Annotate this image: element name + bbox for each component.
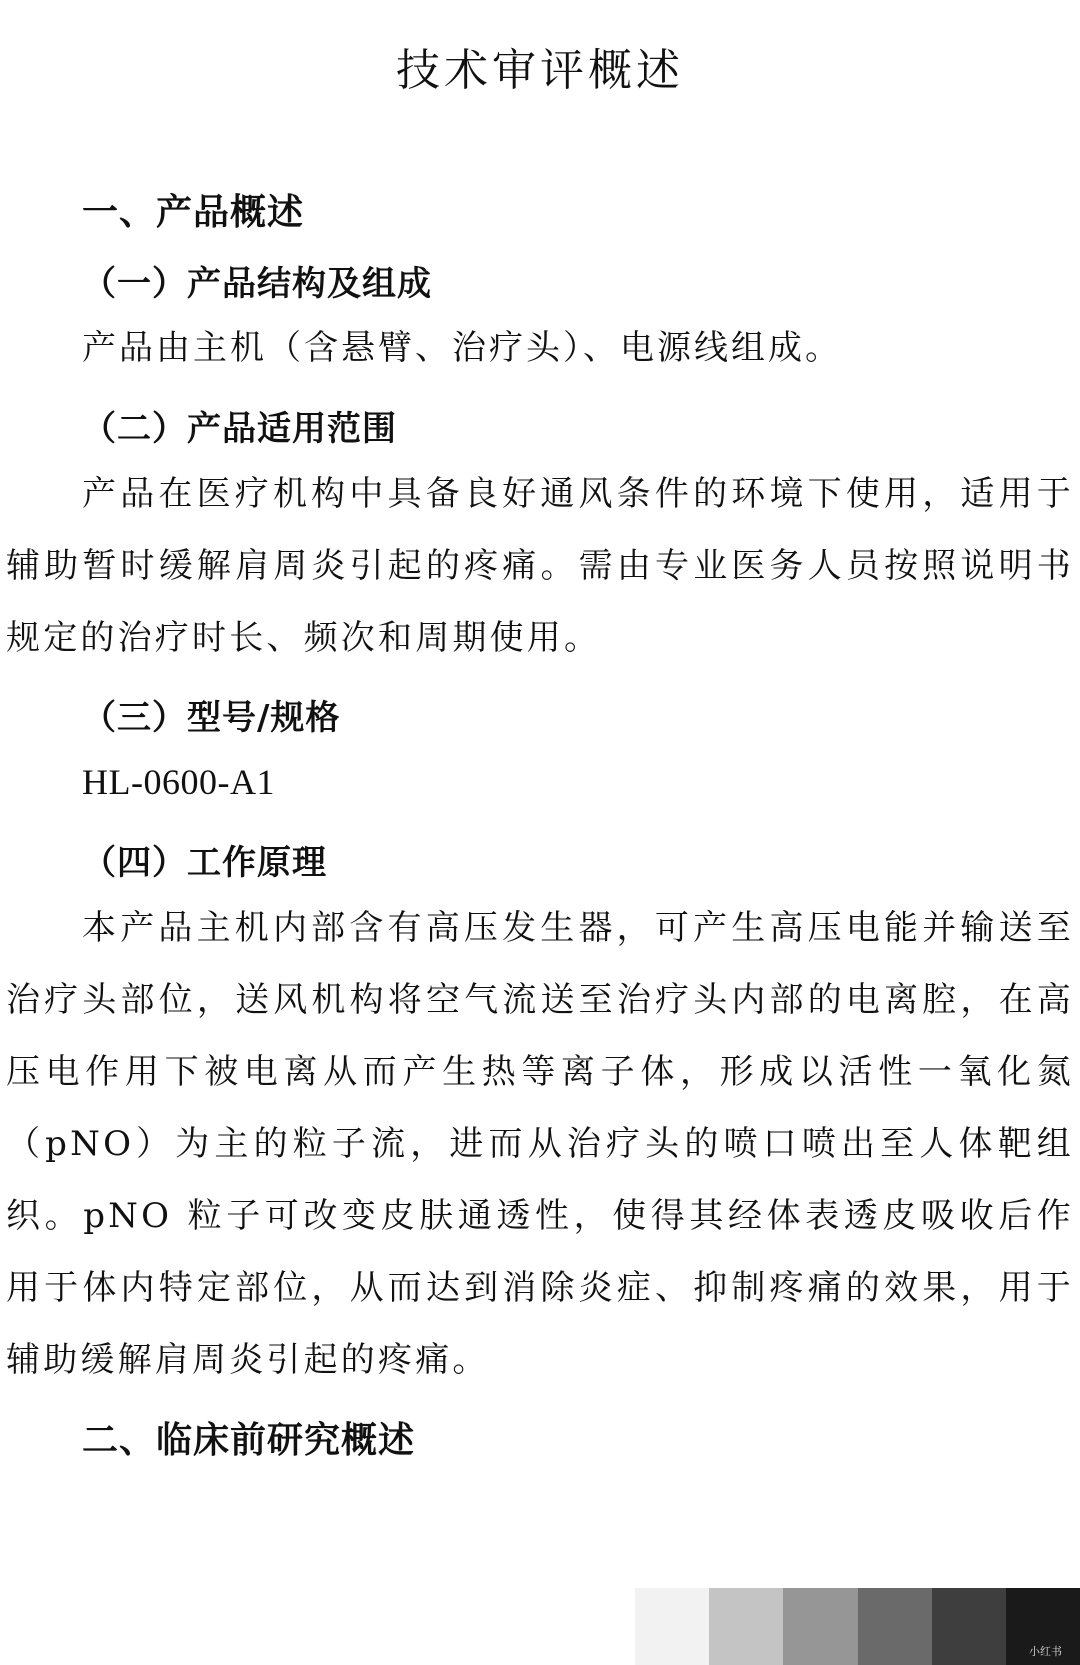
paragraph-structure: 产品由主机（含悬臂、治疗头）、电源线组成。 [82, 328, 842, 368]
subsection-heading-scope: （二）产品适用范围 [82, 409, 397, 449]
grayscale-swatch-strip [635, 1588, 1080, 1665]
swatch [858, 1588, 932, 1665]
paragraph-scope: 产品在医疗机构中具备良好通风条件的环境下使用，适用于辅助暂时缓解肩周炎引起的疼痛。需由专业医务人员按照说明书规定的治疗时长、频次和周期使用。 [6, 474, 1074, 658]
section-heading-product-overview: 一、产品概述 [82, 192, 305, 233]
subsection-heading-structure: （一）产品结构及组成 [82, 264, 432, 304]
section-heading-preclinical: 二、临床前研究概述 [82, 1420, 416, 1461]
swatch [783, 1588, 857, 1665]
subsection-heading-model: （三）型号/规格 [82, 698, 341, 738]
watermark-logo: 小红书 [1029, 1645, 1062, 1658]
paragraph-model: HL-0600-A1 [82, 762, 275, 802]
document-title: 技术审评概述 [396, 45, 684, 96]
swatch [932, 1588, 1006, 1665]
swatch [709, 1588, 783, 1665]
paragraph-principle: 本产品主机内部含有高压发生器，可产生高压电能并输送至治疗头部位，送风机构将空气流送至治疗头内部的电离腔，在高压电作用下被电离从而产生热等离子体，形成以活性一氧化氮（pNO）为主的粒子流，进而从治疗头的喷口喷出至人体靶组织。pNO 粒子可改变皮肤通透性，使得其经体表透皮吸收后作用于体内特定部位，从而达到消除炎症、抑制疼痛的效果，用于辅助缓解肩周炎引起的疼痛。 [6, 908, 1074, 1380]
subsection-heading-principle: （四）工作原理 [82, 843, 327, 883]
swatch [635, 1588, 709, 1665]
